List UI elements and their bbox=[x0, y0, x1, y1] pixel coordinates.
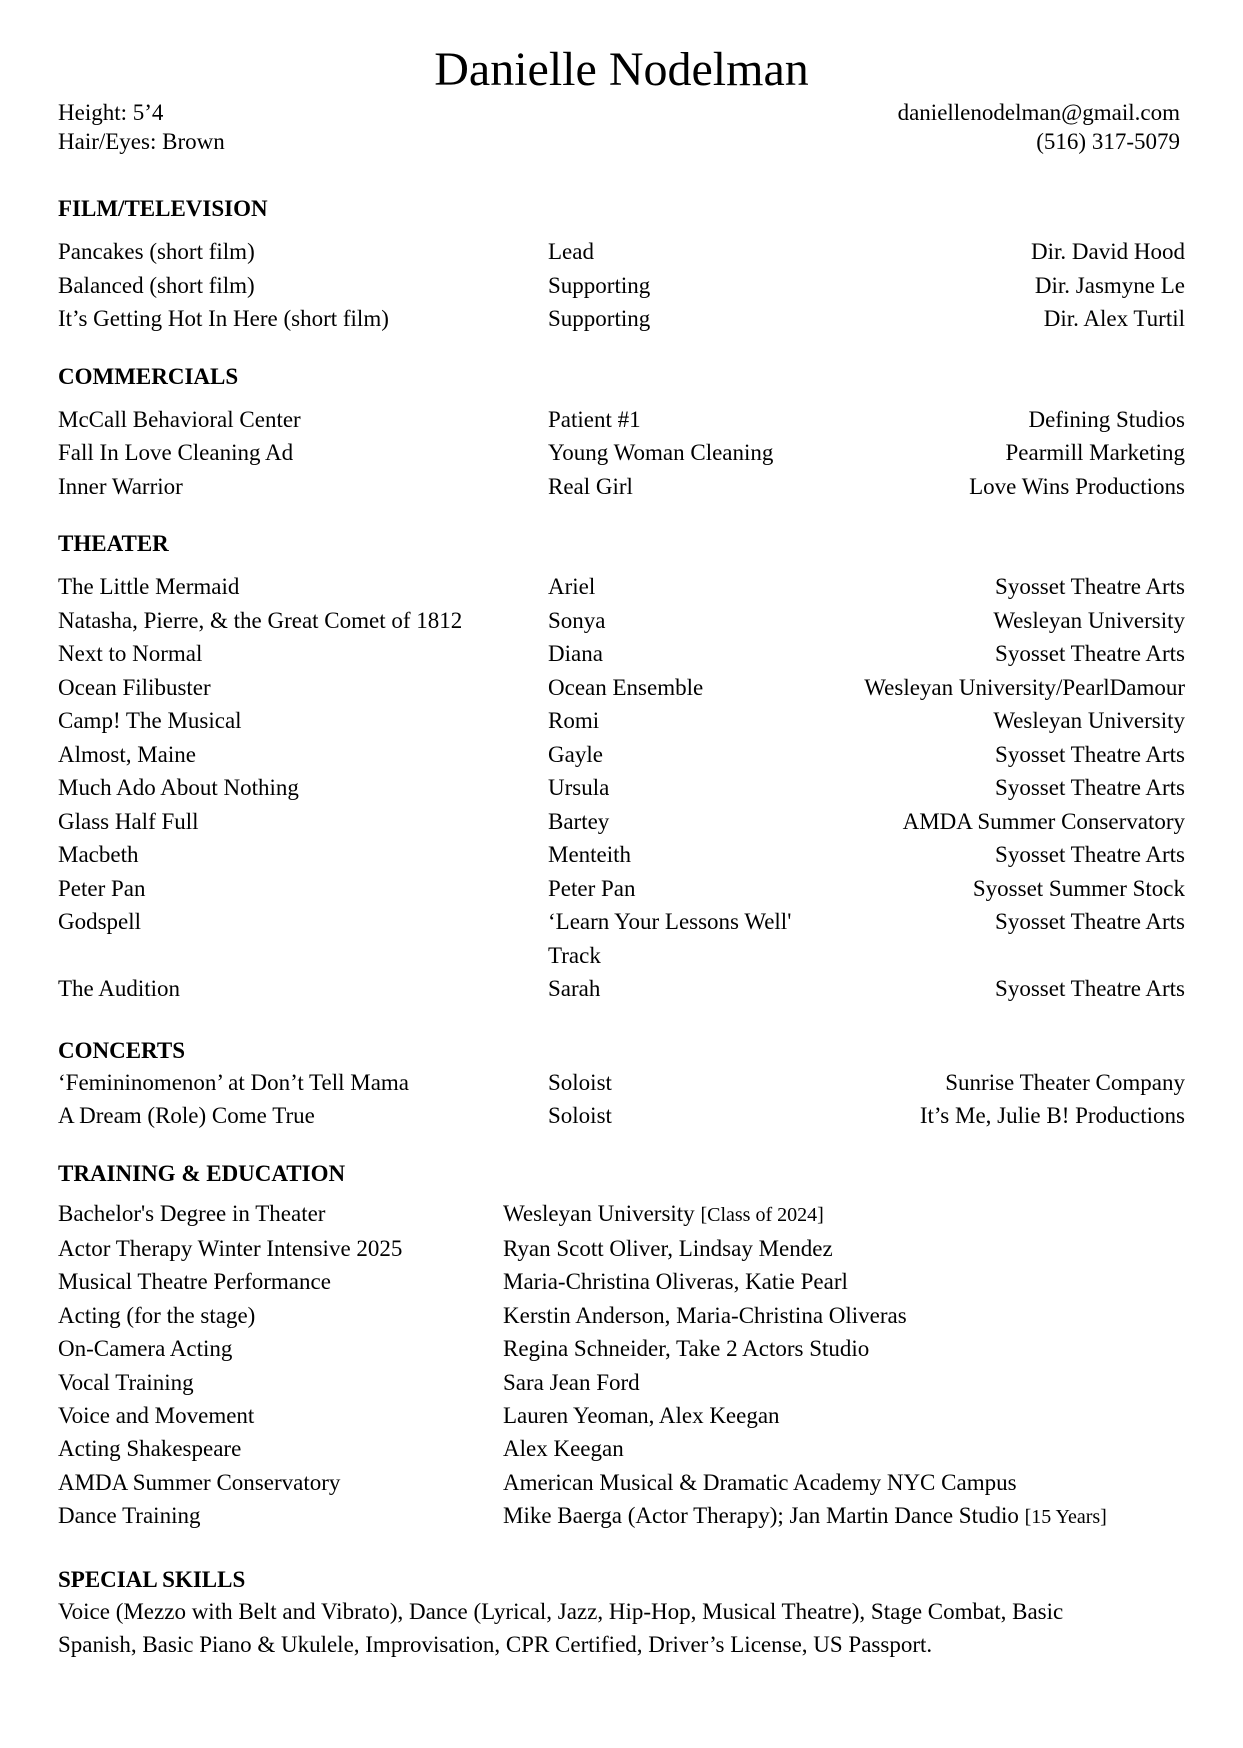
credit-project: Godspell bbox=[58, 909, 142, 934]
training-row bbox=[58, 1232, 1185, 1265]
training-subject: Actor Therapy Winter Intensive 2025 bbox=[58, 1235, 403, 1261]
credit-row bbox=[58, 872, 1185, 906]
credit-role: ‘Learn Your Lessons Well' Track bbox=[548, 909, 792, 968]
email-text: daniellenodelman@gmail.com bbox=[897, 100, 1180, 125]
training-teachers: American Musical & Dramatic Academy NYC Campus bbox=[503, 1469, 1017, 1495]
credit-company: Syosset Theatre Arts bbox=[995, 741, 1185, 767]
section-title-commercials: COMMERCIALS bbox=[58, 363, 239, 389]
credit-company: Syosset Theatre Arts bbox=[995, 909, 1185, 934]
credit-row bbox=[58, 604, 1185, 638]
credit-role: Lead bbox=[548, 239, 594, 264]
training-subject: Bachelor's Degree in Theater bbox=[58, 1200, 326, 1226]
credit-project: Fall In Love Cleaning Ad bbox=[58, 440, 294, 465]
credit-row bbox=[58, 738, 1185, 772]
section-title-theater: THEATER bbox=[58, 531, 169, 556]
credit-project: Glass Half Full bbox=[58, 808, 199, 834]
credit-company: Syosset Theatre Arts bbox=[995, 775, 1185, 800]
height-text: Height: 5’4 bbox=[58, 100, 164, 125]
training-teachers: Regina Schneider, Take 2 Actors Studio bbox=[503, 1336, 870, 1362]
actor-name: Danielle Nodelman bbox=[434, 43, 809, 96]
training-row bbox=[58, 1466, 1185, 1499]
training-teachers: Maria-Christina Oliveras, Katie Pearl bbox=[503, 1269, 848, 1295]
training-subject: Vocal Training bbox=[58, 1369, 194, 1395]
training-teachers: Lauren Yeoman, Alex Keegan bbox=[503, 1402, 780, 1428]
credit-row bbox=[58, 470, 1185, 504]
training-row bbox=[58, 1399, 1185, 1432]
credit-company: Wesleyan University bbox=[993, 607, 1185, 633]
training-row bbox=[58, 1332, 1185, 1365]
training-note: [15 Years] bbox=[1024, 1506, 1107, 1529]
training-teachers: Kerstin Anderson, Maria-Christina Oliveras bbox=[503, 1302, 907, 1328]
commercials-list bbox=[58, 403, 1185, 504]
credit-role: Supporting bbox=[548, 272, 651, 298]
credit-project: Camp! The Musical bbox=[58, 708, 242, 733]
credit-company: Sunrise Theater Company bbox=[945, 1069, 1185, 1095]
credit-row bbox=[58, 436, 1185, 470]
training-note: [Class of 2024] bbox=[700, 1203, 824, 1226]
training-subject: Acting (for the stage) bbox=[58, 1302, 256, 1328]
credit-role: Patient #1 bbox=[548, 406, 641, 432]
credit-company: Defining Studios bbox=[1028, 406, 1185, 432]
section-title-training: TRAINING & EDUCATION bbox=[58, 1160, 346, 1186]
credit-role: Young Woman Cleaning bbox=[548, 440, 774, 465]
contact-block bbox=[58, 98, 1185, 156]
credit-role: Ursula bbox=[548, 775, 610, 800]
training-subject: Musical Theatre Performance bbox=[58, 1269, 331, 1295]
credit-row bbox=[58, 1099, 1185, 1133]
skills-line: Spanish, Basic Piano & Ukulele, Improvisation, CPR Certified, Driver’s License, US Passport. bbox=[58, 1631, 933, 1657]
credit-project: A Dream (Role) Come True bbox=[58, 1103, 315, 1128]
contact-info bbox=[898, 98, 1180, 156]
training-row bbox=[58, 1265, 1185, 1298]
credit-project: Ocean Filibuster bbox=[58, 674, 211, 700]
training-row bbox=[58, 1366, 1185, 1399]
credit-company: It’s Me, Julie B! Productions bbox=[919, 1103, 1185, 1128]
credit-role: Menteith bbox=[548, 842, 632, 867]
credit-role: Sarah bbox=[548, 976, 601, 1001]
credit-project: Pancakes (short film) bbox=[58, 239, 255, 264]
training-row bbox=[58, 1299, 1185, 1332]
credit-project: It’s Getting Hot In Here (short film) bbox=[58, 306, 389, 331]
credit-company: Syosset Theatre Arts bbox=[995, 842, 1185, 867]
credit-company: AMDA Summer Conservatory bbox=[902, 808, 1185, 834]
credit-row bbox=[58, 905, 1185, 972]
credit-row bbox=[58, 269, 1185, 303]
credit-company: Pearmill Marketing bbox=[1005, 440, 1185, 465]
credit-role: Soloist bbox=[548, 1069, 612, 1095]
credit-company: Syosset Summer Stock bbox=[972, 875, 1185, 901]
credit-company: Wesleyan University/PearlDamour bbox=[864, 674, 1185, 700]
credit-row bbox=[58, 1066, 1185, 1100]
credit-project: McCall Behavioral Center bbox=[58, 406, 301, 432]
credit-company: Dir. David Hood bbox=[1031, 239, 1185, 264]
section-title-skills: SPECIAL SKILLS bbox=[58, 1566, 246, 1592]
credit-project: Inner Warrior bbox=[58, 473, 183, 499]
film-list bbox=[58, 235, 1185, 336]
credit-row bbox=[58, 403, 1185, 437]
credit-role: Romi bbox=[548, 708, 600, 733]
physical-info bbox=[58, 98, 225, 156]
training-teachers: Sara Jean Ford bbox=[503, 1369, 640, 1395]
credit-company: Dir. Alex Turtil bbox=[1043, 306, 1185, 331]
credit-role: Ocean Ensemble bbox=[548, 674, 704, 700]
phone-text: (516) 317-5079 bbox=[1036, 129, 1180, 154]
credit-company: Syosset Theatre Arts bbox=[995, 976, 1185, 1001]
credit-row bbox=[58, 671, 1185, 705]
training-teachers: Alex Keegan bbox=[503, 1436, 624, 1462]
credit-role: Supporting bbox=[548, 306, 651, 331]
credit-row bbox=[58, 838, 1185, 872]
credit-project: Next to Normal bbox=[58, 641, 203, 666]
credit-project: Much Ado About Nothing bbox=[58, 775, 299, 800]
credit-row bbox=[58, 302, 1185, 336]
credit-row bbox=[58, 771, 1185, 805]
credit-company: Dir. Jasmyne Le bbox=[1034, 272, 1185, 298]
training-row bbox=[58, 1499, 1185, 1534]
credit-project: The Little Mermaid bbox=[58, 574, 240, 599]
training-subject: Voice and Movement bbox=[58, 1402, 255, 1428]
credit-role: Real Girl bbox=[548, 473, 633, 499]
training-list bbox=[58, 1197, 1185, 1535]
credit-project: ‘Femininomenon’ at Don’t Tell Mama bbox=[58, 1069, 409, 1095]
training-row bbox=[58, 1197, 1185, 1232]
training-subject: Dance Training bbox=[58, 1503, 201, 1529]
credit-role: Peter Pan bbox=[548, 875, 636, 901]
credit-role: Gayle bbox=[548, 741, 603, 767]
credit-project: The Audition bbox=[58, 976, 181, 1001]
credit-company: Love Wins Productions bbox=[969, 473, 1185, 499]
section-title-film: FILM/TELEVISION bbox=[58, 196, 268, 221]
credit-role: Ariel bbox=[548, 574, 596, 599]
credit-role: Diana bbox=[548, 641, 603, 666]
credit-row bbox=[58, 972, 1185, 1006]
training-teachers-cell bbox=[503, 1499, 1185, 1534]
skills-text bbox=[58, 1595, 1185, 1661]
hair-eyes-text: Hair/Eyes: Brown bbox=[58, 129, 225, 154]
credit-company: Wesleyan University bbox=[993, 708, 1185, 733]
credit-company: Syosset Theatre Arts bbox=[995, 574, 1185, 599]
training-subject: Acting Shakespeare bbox=[58, 1436, 242, 1462]
training-teachers: Ryan Scott Oliver, Lindsay Mendez bbox=[503, 1235, 833, 1261]
credit-row bbox=[58, 805, 1185, 839]
credit-project: Macbeth bbox=[58, 842, 139, 867]
credit-row bbox=[58, 570, 1185, 604]
training-teachers: Wesleyan University bbox=[503, 1200, 695, 1226]
training-subject: AMDA Summer Conservatory bbox=[58, 1469, 341, 1495]
credit-project: Peter Pan bbox=[58, 875, 146, 901]
skills-line: Voice (Mezzo with Belt and Vibrato), Dance (Lyrical, Jazz, Hip-Hop, Musical Theatre), Stage Combat, Basic bbox=[58, 1598, 1064, 1624]
training-subject: On-Camera Acting bbox=[58, 1336, 233, 1362]
credit-role: Bartey bbox=[548, 808, 610, 834]
credit-company: Syosset Theatre Arts bbox=[995, 641, 1185, 666]
credit-project: Natasha, Pierre, & the Great Comet of 1812 bbox=[58, 607, 463, 633]
credit-row bbox=[58, 235, 1185, 269]
concerts-list bbox=[58, 1066, 1185, 1133]
training-teachers: Mike Baerga (Actor Therapy); Jan Martin Dance Studio bbox=[503, 1503, 1019, 1529]
theater-list bbox=[58, 570, 1185, 1006]
section-title-concerts: CONCERTS bbox=[58, 1037, 185, 1063]
credit-role: Soloist bbox=[548, 1103, 612, 1128]
credit-row bbox=[58, 637, 1185, 671]
credit-role: Sonya bbox=[548, 607, 606, 633]
training-row bbox=[58, 1432, 1185, 1465]
training-teachers-cell bbox=[503, 1197, 1185, 1232]
credit-project: Almost, Maine bbox=[58, 741, 196, 767]
credit-project: Balanced (short film) bbox=[58, 272, 255, 298]
credit-row bbox=[58, 704, 1185, 738]
